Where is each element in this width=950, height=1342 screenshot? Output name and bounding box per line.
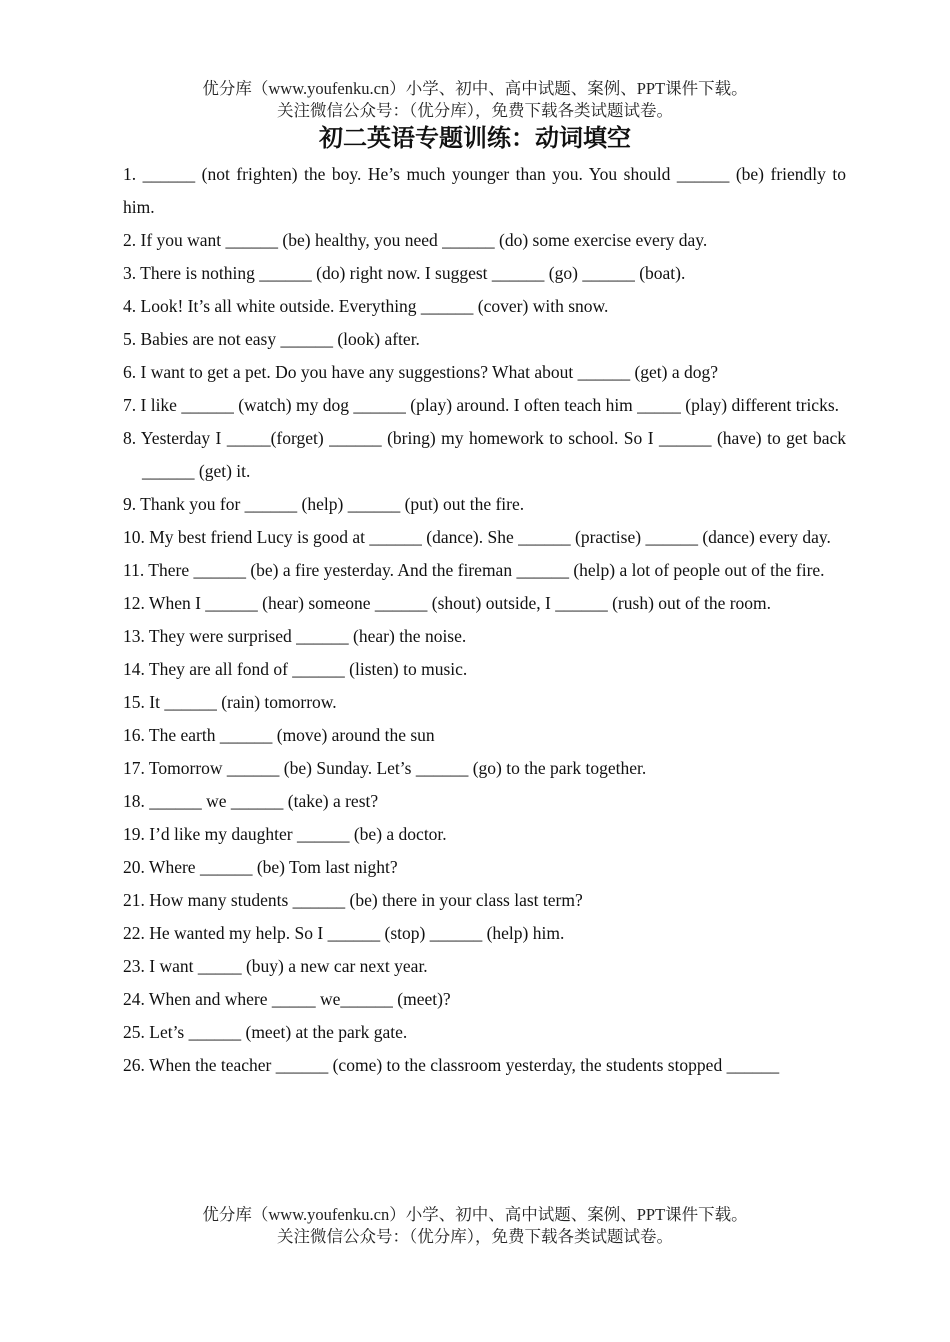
question-5: 5. Babies are not easy ______ (look) after. — [123, 329, 420, 349]
question-14: 14. They are all fond of ______ (listen) to music. — [123, 659, 468, 679]
question-7: 7. I like ______ (watch) my dog ______ (play) around. I often teach him _____ (play) different tricks. — [123, 395, 840, 415]
question-21: 21. How many students ______ (be) there in your class last term? — [123, 890, 583, 910]
question-2: 2. If you want ______ (be) healthy, you need ______ (do) some exercise every day. — [123, 230, 708, 250]
question-24: 24. When and where _____ we______ (meet)? — [123, 989, 451, 1009]
header-line-1: 优分库（www.youfenku.cn）小学、初中、高中试题、案例、PPT课件下载。 — [202, 79, 748, 98]
question-15: 15. It ______ (rain) tomorrow. — [123, 692, 337, 712]
question-list — [123, 158, 846, 1082]
footer-line-2: 关注微信公众号：（优分库），免费下载各类试题试卷。 — [277, 1227, 673, 1246]
header-line-2: 关注微信公众号：（优分库），免费下载各类试题试卷。 — [277, 101, 673, 120]
footer-line-1: 优分库（www.youfenku.cn）小学、初中、高中试题、案例、PPT课件下载。 — [202, 1205, 748, 1224]
question-17: 17. Tomorrow ______ (be) Sunday. Let’s ______ (go) to the park together. — [123, 758, 647, 778]
question-8: 8. Yesterday I _____(forget) ______ (bring) my homework to school. So I ______ (have) to get back ______ (get) it. — [123, 428, 846, 481]
question-11: 11. There ______ (be) a fire yesterday. And the fireman ______ (help) a lot of people out of the fire. — [123, 560, 825, 580]
question-20: 20. Where ______ (be) Tom last night? — [123, 857, 398, 877]
question-25: 25. Let’s ______ (meet) at the park gate. — [123, 1022, 408, 1042]
page-header — [0, 78, 950, 122]
question-16: 16. The earth ______ (move) around the sun — [123, 725, 435, 745]
question-1: 1. ______ (not frighten) the boy. He’s much younger than you. You should ______ (be) friendly to him. — [123, 164, 846, 217]
question-12: 12. When I ______ (hear) someone ______ (shout) outside, I ______ (rush) out of the room. — [123, 593, 772, 613]
question-10: 10. My best friend Lucy is good at ______ (dance). She ______ (practise) ______ (dance) every day. — [123, 527, 831, 547]
question-3: 3. There is nothing ______ (do) right now. I suggest ______ (go) ______ (boat). — [123, 263, 686, 283]
question-19: 19. I’d like my daughter ______ (be) a doctor. — [123, 824, 447, 844]
question-13: 13. They were surprised ______ (hear) the noise. — [123, 626, 467, 646]
question-4: 4. Look! It’s all white outside. Everything ______ (cover) with snow. — [123, 296, 609, 316]
question-6: 6. I want to get a pet. Do you have any suggestions? What about ______ (get) a dog? — [123, 362, 719, 382]
question-23: 23. I want _____ (buy) a new car next year. — [123, 956, 428, 976]
page-title: 初二英语专题训练：动词填空 — [319, 123, 631, 152]
question-9: 9. Thank you for ______ (help) ______ (put) out the fire. — [123, 494, 525, 514]
page-footer — [0, 1204, 950, 1248]
question-26: 26. When the teacher ______ (come) to the classroom yesterday, the students stopped ______ — [123, 1055, 780, 1075]
question-22: 22. He wanted my help. So I ______ (stop) ______ (help) him. — [123, 923, 565, 943]
question-18: 18. ______ we ______ (take) a rest? — [123, 791, 379, 811]
